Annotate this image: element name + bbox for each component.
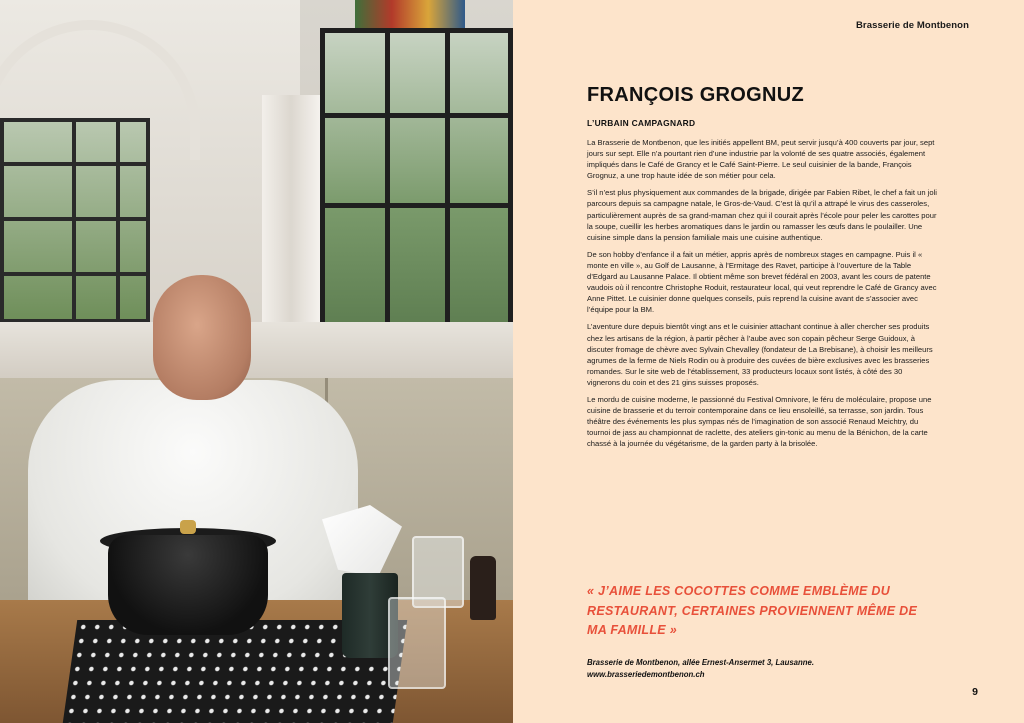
pull-quote: « J’AIME LES COCOTTES COMME EMBLÈME DU RESTAURANT, CERTAINES PROVIENNENT MÊME DE MA FAMILLE » [587,584,918,637]
photo-cocotte-pot [108,535,268,635]
article-paragraph: La Brasserie de Montbenon, que les initiés appellent BM, peut servir jusqu’à 400 couverts par jour, sept jours sur sept. Elle n’a pourtant rien d’une industrie par la volonté de ses quatre associés, également impliqués dans le Café de Grancy et le Café Saint-Pierre. Le seul cuisinier de la bande, François Grognuz, a une trop haute idée de son métier pour cela. [587,138,935,181]
photo-pepper-grinder [470,556,496,620]
article-page [513,0,1024,723]
page-number: 9 [972,686,978,698]
running-head: Brasserie de Montbenon [855,20,969,31]
article-title: FRANÇOIS GROGNUZ [587,84,805,106]
photo-pot-knob [180,520,196,534]
article-paragraph: S’il n’est plus physiquement aux commandes de la brigade, dirigée par Fabien Ribet, le chef a fait un joli parcours depuis sa campagne natale, le Gros-de-Vaud. C’est là qu’il a attrapé le virus des casseroles, particulièrement auprès de sa grand-maman chez qui il courait après l’école pour peler les carottes pour la soupe, cueillir les herbes aromatiques dans le jardin ou ramasser les œufs dans le poulailler. Une cuisine simple dans la pension familiale mais une cuisine authentique. [587,188,937,242]
article-paragraph: L’aventure dure depuis bientôt vingt ans et le cuisinier attachant continue à aller chercher ses produits chez les artisans de la région, à partir pêcher à l’aube avec son copain pêcheur Serge Guidoux, à discuter fromage de chèvre avec Sylvain Chevalley (fondateur de La Brebisane), à choisir les meilleurs agrumes de la ferme de Niels Rodin ou à produire des cuvées de bière exclusives avec les brasseries romandes. Sur le site web de l’établissement, 33 producteurs locaux sont listés, à côté des 30 vignerons du coin et des 21 gins suisses proposés. [587,322,933,387]
photo-ledge [0,322,513,380]
photo-window-right [320,28,513,328]
photo-curtain [262,95,320,330]
article-paragraph: Le mordu de cuisine moderne, le passionné du Festival Omnivore, le féru de moléculaire, propose une cuisine de brasserie et du terroir contemporaine dans ce lieu ensoleillé, sa terrasse, son jardin. Tous théâtre des événements les plus sympas nés de l’imagination de son associé Renaud Meichtry, du tournoi de jass au championnat de raclette, des ateliers gin-tonic au menu de la Bénichon, de la carte chassé à la journée du végétarisme, de la garden party à la brisolée. [587,394,932,449]
photo-chef-head [153,275,251,400]
photo-window-left [0,118,150,323]
article-body [587,137,937,455]
article-subtitle: L’URBAIN CAMPAGNARD [587,118,696,128]
photo-glass [388,597,446,689]
article-paragraph: De son hobby d’enfance il a fait un métier, appris après de nombreux stages en campagne. Puis il « monte en ville », au Golf de Lausanne, à l’Ermitage des Ravet, participe à l’ouverture de la Table d’Edgard au Lausanne Palace. Il obtient même son brevet fédéral en 2003, avant les cours de patente vaudois où il rencontre Christophe Roduit, restaurateur local, qui veut reprendre le Café de Grancy avec Anne Pittet. Le cuisinier donne quelques conseils, puis reprend la cuisine avant de s’associer avec l’équipe pour la BM. [587,249,937,315]
address-line: Brasserie de Montbenon, allée Ernest-Ansermet 3, Lausanne. [587,658,815,667]
address-block [587,657,947,681]
website-link[interactable]: www.brasseriedemontbenon.ch [587,670,705,679]
